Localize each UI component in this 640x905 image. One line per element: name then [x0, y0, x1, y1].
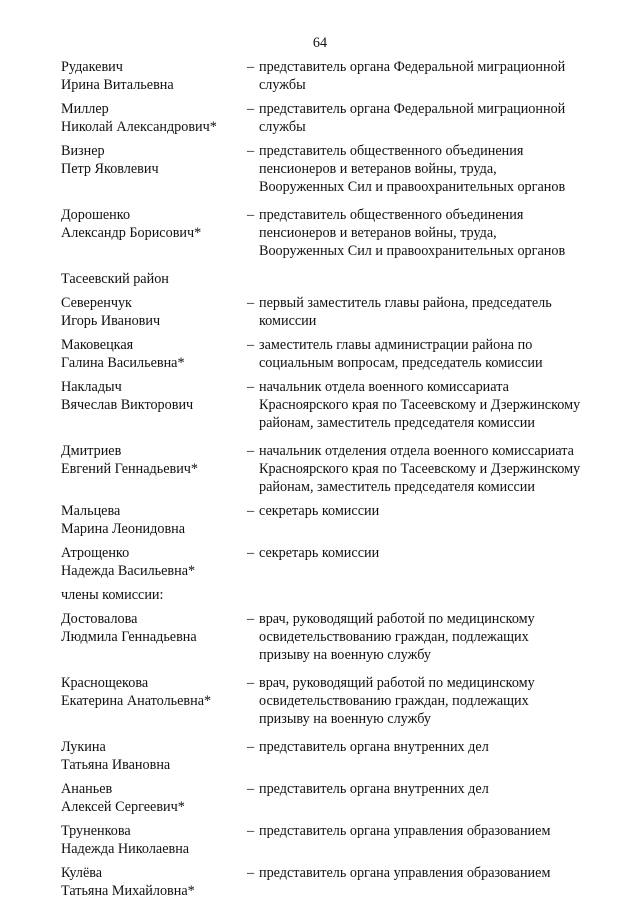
member-name-line: Визнер	[61, 143, 105, 159]
member-role	[247, 442, 621, 496]
member-name-line: Ирина Витальевна	[61, 77, 174, 93]
member-role-line: комиссии	[259, 313, 317, 329]
member-role-line: пенсионеров и ветеранов войны, труда,	[259, 225, 497, 241]
member-role-line: районам, заместитель председателя комиссии	[259, 415, 535, 431]
member-role	[247, 780, 621, 816]
commission-member	[61, 610, 621, 664]
member-role-line: начальник отделения отдела военного комиссариата	[259, 443, 574, 459]
commission-list	[61, 58, 621, 900]
member-role-line: службы	[259, 77, 306, 93]
member-name-line: Труненкова	[61, 823, 131, 839]
member-name-line: Накладыч	[61, 379, 122, 395]
commission-member	[61, 206, 621, 260]
member-name-line: Атрощенко	[61, 545, 130, 561]
member-role	[247, 544, 621, 580]
commission-member	[61, 336, 621, 372]
dash-marker: –	[247, 611, 255, 627]
commission-member	[61, 100, 621, 136]
member-name-line: Дмитриев	[61, 443, 122, 459]
member-role	[247, 610, 621, 664]
dash-marker: –	[247, 207, 255, 223]
member-role-line: представитель органа Федеральной миграционной	[259, 101, 566, 117]
member-name-line: Достовалова	[61, 611, 138, 627]
dash-marker: –	[247, 443, 255, 459]
member-role	[247, 206, 621, 260]
member-role-line: начальник отдела военного комиссариата	[259, 379, 509, 395]
member-role-line: представитель общественного объединения	[259, 143, 524, 159]
member-role	[247, 738, 621, 774]
dash-marker: –	[247, 503, 255, 519]
dash-marker: –	[247, 379, 255, 395]
member-name	[61, 674, 247, 728]
member-name	[61, 378, 247, 432]
dash-marker: –	[247, 781, 255, 797]
member-name-line: Евгений Геннадьевич*	[61, 461, 199, 477]
member-role	[247, 378, 621, 432]
member-name	[61, 780, 247, 816]
dash-marker: –	[247, 101, 255, 117]
member-name-line: Краснощекова	[61, 675, 149, 691]
member-name	[61, 142, 247, 196]
member-role-line: призыву на военную службу	[259, 647, 431, 663]
commission-member	[61, 738, 621, 774]
member-name	[61, 442, 247, 496]
dash-marker: –	[247, 675, 255, 691]
commission-member	[61, 674, 621, 728]
member-name-line: Алексей Сергеевич*	[61, 799, 185, 815]
member-name	[61, 738, 247, 774]
member-name-line: Надежда Васильевна*	[61, 563, 196, 579]
member-role-line: врач, руководящий работой по медицинскому	[259, 611, 535, 627]
member-role-line: освидетельствованию граждан, подлежащих	[259, 693, 529, 709]
member-role-line: освидетельствованию граждан, подлежащих	[259, 629, 529, 645]
section-heading: члены комиссии:	[61, 587, 164, 603]
member-name-line: Галина Васильевна*	[61, 355, 185, 371]
commission-member	[61, 378, 621, 432]
member-role-line: секретарь комиссии	[259, 503, 380, 519]
member-role-line: службы	[259, 119, 306, 135]
commission-member	[61, 822, 621, 858]
member-name-line: Марина Леонидовна	[61, 521, 186, 537]
commission-member	[61, 544, 621, 580]
member-role	[247, 864, 621, 900]
member-name-line: Александр Борисович*	[61, 225, 202, 241]
member-role-line: районам, заместитель председателя комиссии	[259, 479, 535, 495]
commission-member	[61, 142, 621, 196]
member-role-line: социальным вопросам, председатель комиссии	[259, 355, 543, 371]
member-role-line: заместитель главы администрации района по	[259, 337, 533, 353]
member-role-line: представитель органа управления образованием	[259, 865, 551, 881]
member-role	[247, 294, 621, 330]
member-name-line: Кулёва	[61, 865, 103, 881]
member-name	[61, 502, 247, 538]
member-name	[61, 610, 247, 664]
dash-marker: –	[247, 59, 255, 75]
member-name	[61, 294, 247, 330]
member-name-line: Рудакевич	[61, 59, 123, 75]
member-name-line: Маковецкая	[61, 337, 134, 353]
member-role-line: представитель органа управления образованием	[259, 823, 551, 839]
member-name-line: Людмила Геннадьевна	[61, 629, 197, 645]
commission-member	[61, 780, 621, 816]
member-name	[61, 336, 247, 372]
dash-marker: –	[247, 865, 255, 881]
page-number: 64	[312, 35, 328, 51]
commission-member	[61, 864, 621, 900]
member-name-line: Лукина	[61, 739, 106, 755]
member-name-line: Надежда Николаевна	[61, 841, 190, 857]
member-role-line: Вооруженных Сил и правоохранительных органов	[259, 243, 566, 259]
commission-member	[61, 502, 621, 538]
member-name-line: Ананьев	[61, 781, 113, 797]
member-role-line: врач, руководящий работой по медицинскому	[259, 675, 535, 691]
member-name-line: Петр Яковлевич	[61, 161, 159, 177]
member-role	[247, 142, 621, 196]
member-name-line: Татьяна Михайловна*	[61, 883, 195, 899]
member-name-line: Северенчук	[61, 295, 132, 311]
member-name	[61, 58, 247, 94]
member-role-line: пенсионеров и ветеранов войны, труда,	[259, 161, 497, 177]
member-role	[247, 502, 621, 538]
commission-member	[61, 442, 621, 496]
dash-marker: –	[247, 295, 255, 311]
dash-marker: –	[247, 545, 255, 561]
member-name-line: Николай Александрович*	[61, 119, 217, 135]
commission-member	[61, 58, 621, 94]
member-name	[61, 206, 247, 260]
dash-marker: –	[247, 739, 255, 755]
member-name-line: Вячеслав Викторович	[61, 397, 194, 413]
member-role-line: Красноярского края по Тасеевскому и Дзержинскому	[259, 397, 581, 413]
member-role-line: представитель органа внутренних дел	[259, 739, 489, 755]
member-name-line: Мальцева	[61, 503, 121, 519]
member-name	[61, 864, 247, 900]
dash-marker: –	[247, 143, 255, 159]
member-role-line: представитель органа внутренних дел	[259, 781, 489, 797]
dash-marker: –	[247, 337, 255, 353]
member-name-line: Екатерина Анатольевна*	[61, 693, 212, 709]
member-role	[247, 674, 621, 728]
member-role	[247, 100, 621, 136]
dash-marker: –	[247, 823, 255, 839]
member-role	[247, 58, 621, 94]
commission-member	[61, 294, 621, 330]
section-heading: Тасеевский район	[61, 271, 169, 287]
member-role-line: Вооруженных Сил и правоохранительных органов	[259, 179, 566, 195]
member-name	[61, 544, 247, 580]
member-name	[61, 100, 247, 136]
member-name-line: Миллер	[61, 101, 109, 117]
member-role-line: секретарь комиссии	[259, 545, 380, 561]
member-role-line: представитель органа Федеральной миграционной	[259, 59, 566, 75]
member-role-line: Красноярского края по Тасеевскому и Дзержинскому	[259, 461, 581, 477]
member-name-line: Татьяна Ивановна	[61, 757, 171, 773]
member-role	[247, 822, 621, 858]
member-name	[61, 822, 247, 858]
member-name-line: Игорь Иванович	[61, 313, 161, 329]
member-role-line: первый заместитель главы района, председатель	[259, 295, 552, 311]
member-role	[247, 336, 621, 372]
member-role-line: призыву на военную службу	[259, 711, 431, 727]
member-name-line: Дорошенко	[61, 207, 131, 223]
member-role-line: представитель общественного объединения	[259, 207, 524, 223]
